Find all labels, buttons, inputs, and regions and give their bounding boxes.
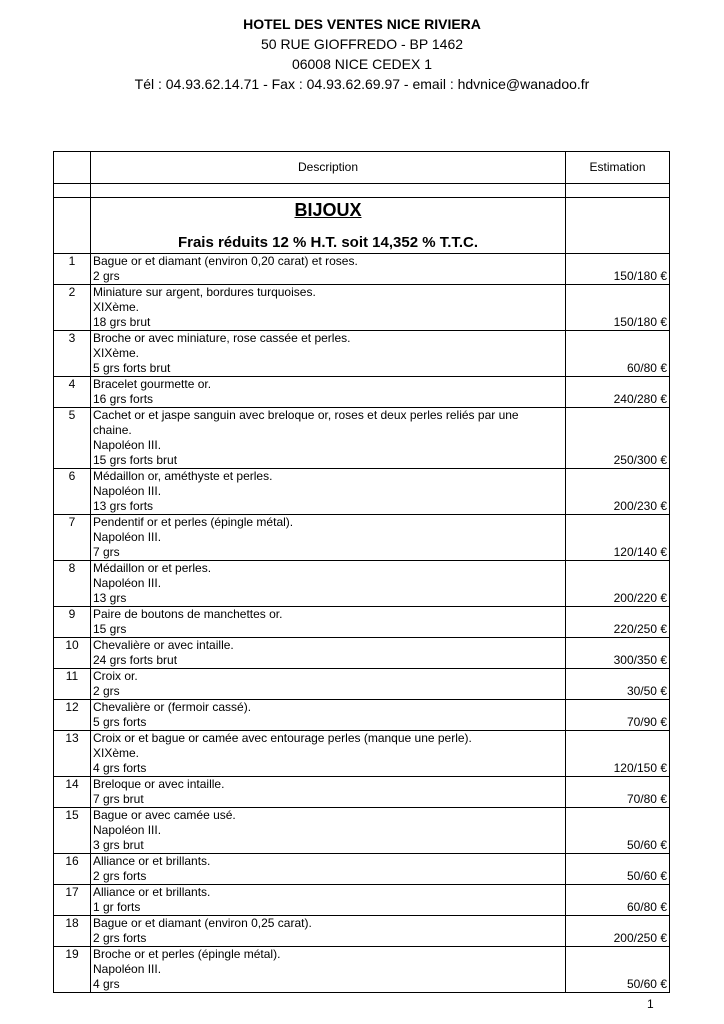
lot-estimation: 250/300 € — [566, 408, 670, 469]
table-row — [54, 916, 670, 947]
lot-number: 6 — [54, 469, 91, 515]
description-line: 4 grs — [93, 977, 120, 991]
description-line: 24 grs forts brut — [93, 653, 178, 667]
lot-description — [91, 731, 566, 777]
lot-description — [91, 808, 566, 854]
table-row — [54, 561, 670, 607]
section-title: BIJOUX — [294, 200, 362, 220]
description-line: Bague or et diamant (environ 0,25 carat). — [93, 916, 312, 930]
lot-number: 3 — [54, 331, 91, 377]
page-number: 1 — [647, 997, 654, 1011]
address-line-2: 06008 NICE CEDEX 1 — [291, 56, 433, 72]
lot-description — [91, 408, 566, 469]
lot-description — [91, 669, 566, 700]
description-line: Médaillon or, améthyste et perles. — [93, 469, 273, 483]
lot-number: 17 — [54, 885, 91, 916]
lot-number: 15 — [54, 808, 91, 854]
header-description: Description — [91, 152, 566, 184]
description-line: 15 grs forts brut — [93, 453, 178, 467]
lot-estimation: 120/140 € — [566, 515, 670, 561]
lot-estimation: 50/60 € — [566, 947, 670, 993]
description-line: 7 grs — [93, 545, 120, 559]
description-line: 7 grs brut — [93, 792, 144, 806]
table-row — [54, 408, 670, 469]
lot-number: 13 — [54, 731, 91, 777]
lot-description — [91, 285, 566, 331]
document-header — [0, 14, 724, 94]
lot-number: 4 — [54, 377, 91, 408]
table-row — [54, 669, 670, 700]
table-row — [54, 854, 670, 885]
lot-estimation: 70/80 € — [566, 777, 670, 808]
lot-description — [91, 331, 566, 377]
description-line: 15 grs — [93, 622, 127, 636]
address-line-1: 50 RUE GIOFFREDO - BP 1462 — [260, 36, 464, 52]
lot-estimation: 50/60 € — [566, 808, 670, 854]
lot-number: 16 — [54, 854, 91, 885]
description-line: 3 grs brut — [93, 838, 144, 852]
description-line: Alliance or et brillants. — [93, 854, 211, 868]
description-line: 2 grs — [93, 684, 120, 698]
description-line: 13 grs — [93, 591, 127, 605]
description-line: Bracelet gourmette or. — [93, 377, 212, 391]
table-row — [54, 638, 670, 669]
lot-number: 18 — [54, 916, 91, 947]
lot-description — [91, 607, 566, 638]
description-line: Médaillon or et perles. — [93, 561, 212, 575]
description-line: 5 grs forts — [93, 715, 147, 729]
lot-estimation: 300/350 € — [566, 638, 670, 669]
description-line: Breloque or avec intaille. — [93, 777, 225, 791]
description-line: Napoléon III. — [93, 530, 162, 544]
lot-description — [91, 561, 566, 607]
lot-number: 8 — [54, 561, 91, 607]
lot-number: 1 — [54, 254, 91, 285]
table-row — [54, 607, 670, 638]
lot-description — [91, 777, 566, 808]
description-line: Miniature sur argent, bordures turquoises. — [93, 285, 316, 299]
table-row — [54, 947, 670, 993]
description-line: 13 grs forts — [93, 499, 154, 513]
lot-estimation: 150/180 € — [566, 285, 670, 331]
lot-estimation: 120/150 € — [566, 731, 670, 777]
description-line: 4 grs forts — [93, 761, 147, 775]
description-line: Paire de boutons de manchettes or. — [93, 607, 283, 621]
description-line: XIXème. — [93, 346, 140, 360]
description-line: Bague or avec camée usé. — [93, 808, 236, 822]
description-line: Napoléon III. — [93, 576, 162, 590]
lot-number: 10 — [54, 638, 91, 669]
lot-number: 5 — [54, 408, 91, 469]
lot-estimation: 60/80 € — [566, 331, 670, 377]
description-line: Chevalière or (fermoir cassé). — [93, 700, 252, 714]
description-line: 1 gr forts — [93, 900, 141, 914]
lot-description — [91, 854, 566, 885]
spacer-cell — [54, 184, 91, 198]
lot-estimation: 240/280 € — [566, 377, 670, 408]
description-line: Napoléon III. — [93, 962, 162, 976]
lot-estimation: 30/50 € — [566, 669, 670, 700]
section-num-cell — [54, 198, 91, 254]
section-subtitle: Frais réduits 12 % H.T. soit 14,352 % T.T.C. — [177, 234, 479, 251]
lot-estimation: 200/220 € — [566, 561, 670, 607]
description-line: Croix or. — [93, 669, 138, 683]
header-estimation: Estimation — [566, 152, 670, 184]
spacer-cell — [566, 184, 670, 198]
table-row — [54, 808, 670, 854]
lot-estimation: 150/180 € — [566, 254, 670, 285]
table-row — [54, 885, 670, 916]
lot-description — [91, 916, 566, 947]
lot-number: 11 — [54, 669, 91, 700]
description-line: Napoléon III. — [93, 823, 162, 837]
table-row — [54, 731, 670, 777]
table-row — [54, 515, 670, 561]
spacer-row — [54, 184, 670, 198]
description-line: 2 grs — [93, 269, 120, 283]
lot-number: 19 — [54, 947, 91, 993]
lot-estimation: 200/230 € — [566, 469, 670, 515]
lot-number: 12 — [54, 700, 91, 731]
header-num-cell — [54, 152, 91, 184]
section-title-cell — [91, 198, 566, 254]
lot-description — [91, 700, 566, 731]
lot-estimation: 60/80 € — [566, 885, 670, 916]
table-row — [54, 777, 670, 808]
lot-description — [91, 377, 566, 408]
description-line: 16 grs forts — [93, 392, 154, 406]
catalogue-table — [53, 151, 670, 993]
description-line: Napoléon III. — [93, 438, 162, 452]
lot-estimation: 220/250 € — [566, 607, 670, 638]
lot-estimation: 50/60 € — [566, 854, 670, 885]
table-row — [54, 254, 670, 285]
description-line: Pendentif or et perles (épingle métal). — [93, 515, 294, 529]
description-line: 5 grs forts brut — [93, 361, 171, 375]
table-row — [54, 469, 670, 515]
table-header-row — [54, 152, 670, 184]
description-line: 18 grs brut — [93, 315, 151, 329]
description-line: Alliance or et brillants. — [93, 885, 211, 899]
spacer-cell — [91, 184, 566, 198]
lot-description — [91, 638, 566, 669]
section-row — [54, 198, 670, 254]
lot-description — [91, 254, 566, 285]
lot-description — [91, 885, 566, 916]
table-row — [54, 285, 670, 331]
lot-description — [91, 947, 566, 993]
description-line: Bague or et diamant (environ 0,20 carat) et roses. — [93, 254, 358, 268]
table-row — [54, 377, 670, 408]
description-line: Cachet or et jaspe sanguin avec breloque or, roses et deux perles reliés par une — [93, 408, 519, 422]
lot-number: 9 — [54, 607, 91, 638]
description-line: Broche or avec miniature, rose cassée et perles. — [93, 331, 351, 345]
description-line: XIXème. — [93, 300, 140, 314]
lot-estimation: 200/250 € — [566, 916, 670, 947]
description-line: chaine. — [93, 423, 132, 437]
description-line: Napoléon III. — [93, 484, 162, 498]
description-line: Broche or et perles (épingle métal). — [93, 947, 281, 961]
lot-description — [91, 469, 566, 515]
lot-number: 2 — [54, 285, 91, 331]
contact-line: Tél : 04.93.62.14.71 - Fax : 04.93.62.69.97 - email : hdvnice@wanadoo.fr — [134, 76, 590, 92]
auction-house-name: HOTEL DES VENTES NICE RIVIERA — [243, 16, 481, 32]
table-row — [54, 331, 670, 377]
description-line: Croix or et bague or camée avec entourage perles (manque une perle). — [93, 731, 472, 745]
description-line: 2 grs forts — [93, 869, 147, 883]
lot-number: 14 — [54, 777, 91, 808]
lot-estimation: 70/90 € — [566, 700, 670, 731]
description-line: 2 grs forts — [93, 931, 147, 945]
lot-description — [91, 515, 566, 561]
section-est-cell — [566, 198, 670, 254]
table-row — [54, 700, 670, 731]
description-line: Chevalière or avec intaille. — [93, 638, 234, 652]
description-line: XIXème. — [93, 746, 140, 760]
lot-number: 7 — [54, 515, 91, 561]
